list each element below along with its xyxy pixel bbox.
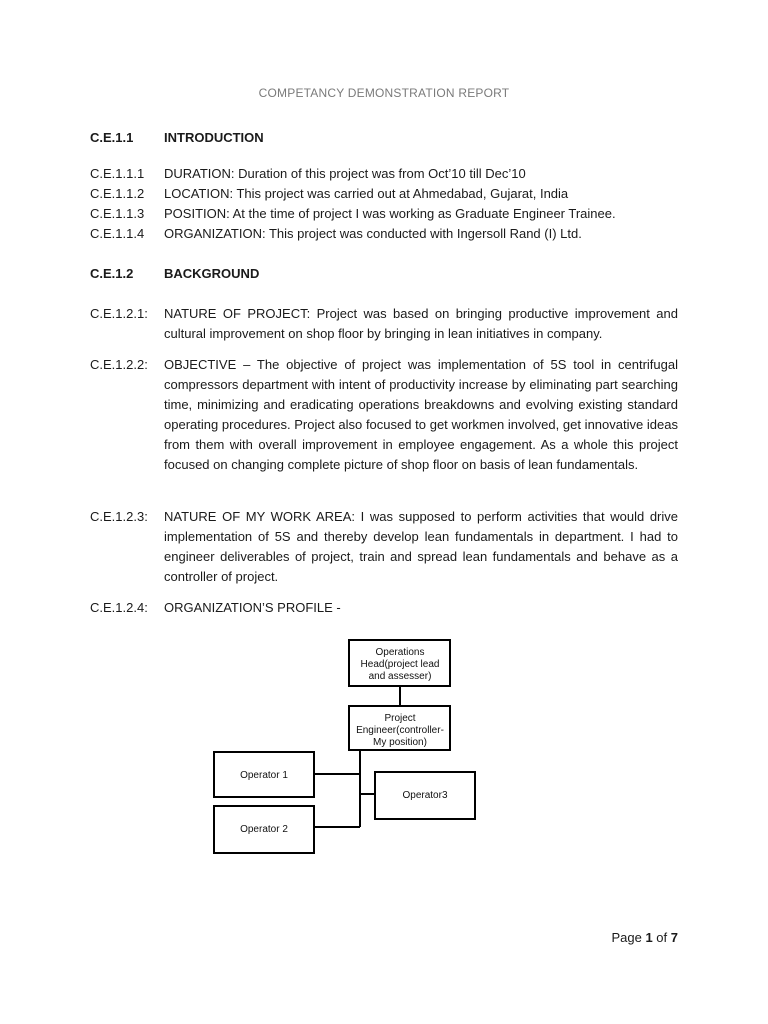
item-number: C.E.1.2.3: (90, 509, 148, 524)
org-label-engineer-line3: My position) (373, 737, 427, 748)
org-label-operator-2: Operator 2 (240, 824, 288, 835)
item-text: DURATION: Duration of this project was from Oct’10 till Dec’10 (164, 166, 526, 181)
item-text: LOCATION: This project was carried out at Ahmedabad, Gujarat, India (164, 186, 569, 201)
item-text: NATURE OF MY WORK AREA: I was supposed to perform activities that would drive implementation of 5S and thereby develop lean fundamentals in department. I had to engineer deliverables of project, train and spread lean fundamentals and behave as a controller of project. (164, 509, 678, 584)
org-label-engineer-line1: Project (384, 713, 416, 724)
page-of-label: of (656, 930, 668, 945)
section-title: BACKGROUND (164, 266, 260, 281)
section-number: C.E.1.1 (90, 130, 134, 145)
item-text: OBJECTIVE – The objective of project was implementation of 5S tool in centrifugal compressors department with intent of productivity increase by eliminating part searching time, minimizing and eradicating operations breakdowns and evolving existing standard operating procedures. Project also focused to get workmen involved, get innovative ideas from them with overall improvement in employee engagement. As a whole this project focused on changing complete picture of shop floor on basis of lean fundamentals. (164, 357, 678, 472)
report-header: COMPETANCY DEMONSTRATION REPORT (258, 86, 510, 100)
item-number: C.E.1.2.2: (90, 357, 148, 372)
item-text: POSITION: At the time of project I was working as Graduate Engineer Trainee. (164, 206, 616, 221)
org-label-head-line2: Head(project lead (360, 659, 440, 670)
org-label-operator-1: Operator 1 (240, 770, 288, 781)
page-label: Page (611, 930, 642, 945)
org-label-head-line1: Operations (375, 647, 425, 658)
item-text: ORGANIZATION: This project was conducted with Ingersoll Rand (I) Ltd. (164, 226, 582, 241)
page-number (611, 930, 678, 945)
org-label-head-line3: and assesser) (368, 671, 432, 682)
item-number: C.E.1.2.1: (90, 306, 148, 321)
total-pages: 7 (670, 930, 678, 945)
item-number: C.E.1.1.4 (90, 226, 145, 241)
item-text: ORGANIZATION’S PROFILE - (164, 600, 341, 615)
item-text: NATURE OF PROJECT: Project was based on bringing productive improvement and cultural improvement on shop floor by bringing in lean initiatives in company. (164, 306, 678, 341)
section-number: C.E.1.2 (90, 266, 134, 281)
section-title: INTRODUCTION (164, 130, 264, 145)
item-number: C.E.1.1.3 (90, 206, 145, 221)
item-number: C.E.1.1.2 (90, 186, 145, 201)
item-number: C.E.1.1.1 (90, 166, 145, 181)
current-page: 1 (645, 930, 653, 945)
org-label-operator-3: Operator3 (402, 790, 448, 801)
org-label-engineer-line2: Engineer(controller- (356, 725, 444, 736)
item-number: C.E.1.2.4: (90, 600, 148, 615)
